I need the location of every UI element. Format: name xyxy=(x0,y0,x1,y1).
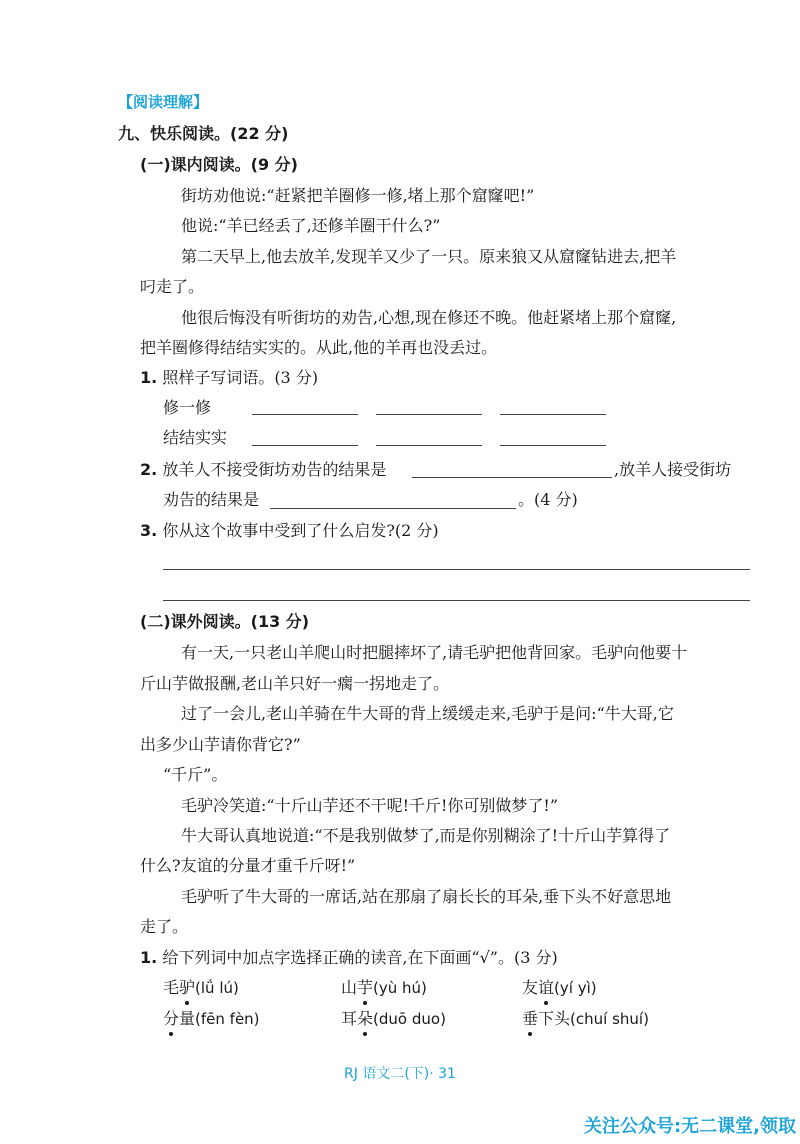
answer-blank[interactable] xyxy=(500,414,606,415)
watermark-text: 关注公众号:无二课堂,领取 xyxy=(583,1116,796,1137)
question-text: 放羊人不接受街坊劝告的结果是 xyxy=(162,460,387,479)
example-word-2: 结结实实 xyxy=(163,428,228,447)
dotted-char xyxy=(357,978,373,998)
dotted-char-text: 谊 xyxy=(538,978,555,997)
answer-blank[interactable] xyxy=(500,445,606,446)
question-text: 。(4 分) xyxy=(518,490,578,509)
pinyin-options: (lǘ lú) xyxy=(195,979,239,997)
dotted-char xyxy=(538,978,554,998)
dotted-char xyxy=(522,1009,538,1029)
part2-paragraph: 牛大哥认真地说道:“不是我别做梦了,而是你别糊涂了!十斤山芋算得了 xyxy=(181,826,671,845)
part1-title: (一)课内阅读。(9 分) xyxy=(140,155,298,174)
pinyin-word[interactable] xyxy=(163,1009,260,1029)
part2-paragraph: 有一天,一只老山羊爬山时把腿摔坏了,请毛驴把他背回家。毛驴向他要十 xyxy=(181,643,688,662)
answer-blank[interactable] xyxy=(270,508,516,509)
part1-paragraph: 他很后悔没有听街坊的劝告,心想,现在修还不晚。他赶紧堵上那个窟窿, xyxy=(181,308,677,327)
dotted-char-text: 驴 xyxy=(179,978,196,997)
pinyin-word[interactable] xyxy=(522,978,597,998)
question-text: 照样子写词语。(3 分) xyxy=(162,368,319,387)
emphasis-dot xyxy=(528,1032,532,1036)
question-text: 你从这个故事中受到了什么启发?(2 分) xyxy=(162,521,439,540)
emphasis-dot xyxy=(185,1001,189,1005)
dotted-char-text: 朵 xyxy=(357,1009,374,1028)
pinyin-options: (chuí shuí) xyxy=(570,1010,649,1028)
section-header: 【阅读理解】 xyxy=(118,93,209,111)
pinyin-word[interactable] xyxy=(522,1009,649,1029)
part1-paragraph: 他说:“羊已经丢了,还修羊圈干什么?” xyxy=(181,216,441,235)
part2-paragraph: “千斤”。 xyxy=(163,765,228,784)
question-text: ,放羊人接受街坊 xyxy=(614,460,732,479)
dotted-char-text: 垂 xyxy=(522,1009,539,1028)
question-9-title: 九、快乐阅读。(22 分) xyxy=(118,124,289,143)
pinyin-word[interactable] xyxy=(341,1009,446,1029)
dotted-char-text: 分 xyxy=(163,1009,180,1028)
pinyin-word[interactable] xyxy=(341,978,427,998)
word-char: 友 xyxy=(522,978,539,997)
question-number: 1. xyxy=(140,368,158,387)
emphasis-dot xyxy=(544,1001,548,1005)
part2-title: (二)课外阅读。(13 分) xyxy=(140,612,310,631)
part2-paragraph: 毛驴冷笑道:“十斤山芋还不干呢!千斤!你可别做梦了!” xyxy=(181,796,559,815)
answer-blank[interactable] xyxy=(376,445,482,446)
answer-blank[interactable] xyxy=(376,414,482,415)
part1-q3 xyxy=(140,521,439,541)
example-word-1: 修一修 xyxy=(163,398,212,417)
dotted-char xyxy=(163,1009,179,1029)
part2-paragraph: 什么?友谊的分量才重千斤呀!” xyxy=(140,856,356,875)
emphasis-dot xyxy=(363,1001,367,1005)
part1-paragraph: 叼走了。 xyxy=(140,277,205,296)
word-char: 下头 xyxy=(538,1009,571,1028)
part2-paragraph: 走了。 xyxy=(140,917,189,936)
part1-q1 xyxy=(140,368,318,388)
page-footer: RJ 语文二(下)· 31 xyxy=(344,1066,456,1082)
part1-paragraph: 街坊劝他说:“赶紧把羊圈修一修,堵上那个窟窿吧!” xyxy=(181,186,535,205)
part1-paragraph: 第二天早上,他去放羊,发现羊又少了一只。原来狼又从窟窿钻进去,把羊 xyxy=(181,247,677,266)
pinyin-word[interactable] xyxy=(163,978,239,998)
answer-blank[interactable] xyxy=(412,477,612,478)
question-text: 给下列词中加点字选择正确的读音,在下面画“√”。(3 分) xyxy=(162,948,558,967)
part2-paragraph: 斤山芋做报酬,老山羊只好一瘸一拐地走了。 xyxy=(140,674,450,693)
word-char: 山 xyxy=(341,978,358,997)
question-number: 1. xyxy=(140,948,158,967)
question-text: 劝告的结果是 xyxy=(163,490,260,509)
word-char: 毛 xyxy=(163,978,180,997)
part2-paragraph: 毛驴听了牛大哥的一席话,站在那扇了扇长长的耳朵,垂下头不好意思地 xyxy=(181,887,672,906)
question-number: 2. xyxy=(140,460,158,479)
dotted-char xyxy=(179,978,195,998)
part1-q2-line1 xyxy=(140,460,386,480)
part2-paragraph: 出多少山芋请你背它?” xyxy=(140,735,301,754)
pinyin-options: (fēn fèn) xyxy=(195,1010,260,1028)
emphasis-dot xyxy=(363,1032,367,1036)
word-char: 量 xyxy=(179,1009,196,1028)
dotted-char xyxy=(357,1009,373,1029)
word-char: 耳 xyxy=(341,1009,358,1028)
answer-blank[interactable] xyxy=(252,414,358,415)
question-number: 3. xyxy=(140,521,158,540)
dotted-char-text: 芋 xyxy=(357,978,374,997)
pinyin-options: (yí yì) xyxy=(554,979,597,997)
pinyin-options: (yù hú) xyxy=(373,979,427,997)
emphasis-dot xyxy=(169,1032,173,1036)
part2-paragraph: 过了一会儿,老山羊骑在牛大哥的背上缓缓走来,毛驴于是问:“牛大哥,它 xyxy=(181,704,674,723)
part2-q1 xyxy=(140,948,558,968)
answer-blank[interactable] xyxy=(252,445,358,446)
answer-line[interactable] xyxy=(163,569,750,570)
pinyin-options: (duō duo) xyxy=(373,1010,446,1028)
part1-paragraph: 把羊圈修得结结实实的。从此,他的羊再也没丢过。 xyxy=(140,338,498,357)
answer-line[interactable] xyxy=(163,600,750,601)
